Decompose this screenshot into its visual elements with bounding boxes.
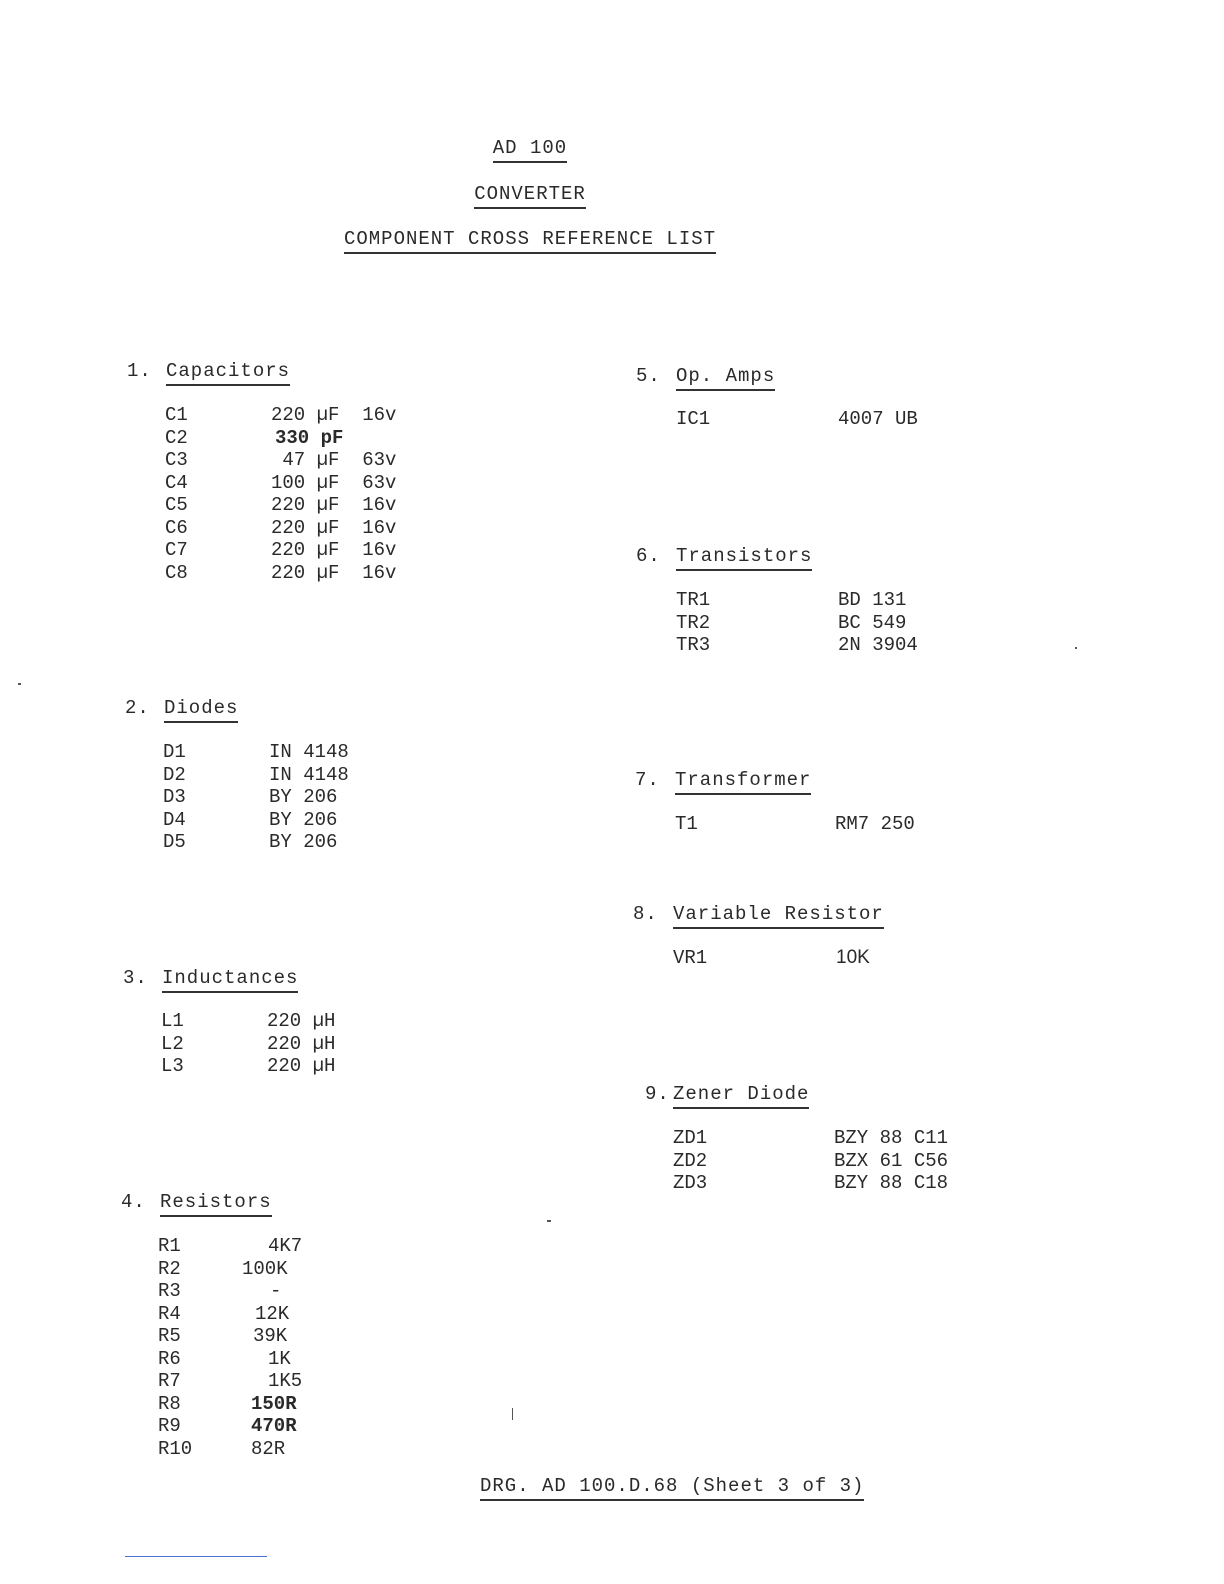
section-number: 7.: [635, 769, 660, 791]
section-number: 4.: [121, 1191, 146, 1213]
component-value: 100K: [242, 1257, 288, 1280]
document-subtitle: [0, 183, 1060, 205]
component-value: 220 µF 16v: [271, 494, 397, 516]
list-item: [165, 427, 465, 450]
component-value: 4007 UB: [838, 408, 918, 430]
ref-designator: R7: [158, 1370, 181, 1392]
component-value: BZY 88 C11: [834, 1127, 949, 1149]
section-title: Inductances: [162, 967, 298, 993]
transformer-list: [675, 813, 975, 836]
list-item: [165, 404, 465, 427]
ref-designator: D5: [163, 831, 186, 853]
ref-designator: C1: [165, 404, 188, 426]
list-item: [158, 1280, 378, 1303]
ref-designator: L3: [161, 1055, 184, 1077]
section-number: 2.: [125, 697, 150, 719]
section-inductances: [123, 967, 298, 989]
component-value: 4K7: [268, 1235, 303, 1257]
ref-designator: C7: [165, 539, 188, 561]
section-title: Zener Diode: [673, 1083, 809, 1109]
inductances-list: [161, 1010, 421, 1078]
component-value: IN 4148: [269, 741, 349, 763]
ref-designator: D2: [163, 763, 186, 786]
ref-designator: TR1: [676, 589, 711, 611]
list-item: [158, 1235, 378, 1258]
variable-resistor-list: [673, 947, 973, 970]
ref-designator: VR1: [673, 947, 708, 969]
section-number: 6.: [636, 545, 661, 567]
section-number: 3.: [123, 967, 148, 989]
resistors-list: [158, 1235, 378, 1460]
component-value: 1K: [268, 1347, 291, 1370]
list-item: [163, 786, 423, 809]
component-value: BD 131: [838, 589, 907, 611]
list-item: [158, 1415, 378, 1438]
component-value: 220 µH: [267, 1055, 336, 1077]
component-value: 470R: [251, 1415, 297, 1437]
scan-artifact-line: [125, 1556, 267, 1557]
scan-speck: [1075, 647, 1077, 649]
section-heading: [633, 903, 884, 925]
list-item: [675, 813, 975, 836]
section-number: 5.: [636, 365, 661, 387]
title-line-list: COMPONENT CROSS REFERENCE LIST: [344, 228, 716, 254]
list-item: [673, 1127, 993, 1150]
list-item: [158, 1348, 378, 1371]
list-item: [161, 1055, 421, 1078]
component-value: 220 µF 16v: [271, 539, 397, 561]
ref-designator: D4: [163, 808, 186, 831]
ref-designator: C3: [165, 449, 188, 471]
list-item: [165, 539, 465, 562]
list-item: [165, 562, 465, 585]
section-heading: [121, 1191, 272, 1213]
op-amps-list: [676, 408, 976, 431]
section-zener-diode: [645, 1083, 809, 1105]
list-item: [158, 1370, 378, 1393]
section-heading: [123, 967, 298, 989]
section-transformer: [635, 769, 811, 791]
ref-designator: TR3: [676, 634, 711, 656]
list-item: [676, 634, 976, 657]
capacitors-list: [165, 404, 465, 584]
title-line-ad100: AD 100: [493, 137, 567, 163]
section-title: Capacitors: [166, 360, 290, 386]
section-title: Transistors: [676, 545, 812, 571]
ref-designator: C6: [165, 516, 188, 539]
section-heading: [636, 365, 775, 387]
scan-speck: [547, 1220, 551, 1222]
list-item: [163, 741, 423, 764]
list-item: [158, 1438, 378, 1461]
component-value: 82R: [251, 1437, 286, 1460]
component-value: BY 206: [269, 831, 338, 853]
section-title: Variable Resistor: [673, 903, 884, 929]
ref-designator: D3: [163, 786, 186, 808]
section-title: Op. Amps: [676, 365, 775, 391]
document-title: [0, 137, 1060, 159]
transistors-list: [676, 589, 976, 657]
component-value: 220 µH: [267, 1032, 336, 1055]
component-value: 2N 3904: [838, 634, 918, 656]
ref-designator: R8: [158, 1392, 181, 1415]
component-value: 100 µF 63v: [271, 471, 397, 494]
list-item: [158, 1258, 378, 1281]
section-heading: [635, 769, 811, 791]
ref-designator: TR2: [676, 611, 711, 634]
list-item: [158, 1325, 378, 1348]
ref-designator: R4: [158, 1302, 181, 1325]
component-value: 150R: [251, 1392, 297, 1415]
section-number: 1.: [127, 360, 152, 382]
component-value: BZX 61 C56: [834, 1149, 949, 1172]
component-value: 39K: [253, 1325, 288, 1347]
ref-designator: R10: [158, 1437, 193, 1460]
section-title: Diodes: [164, 697, 238, 723]
title-line-converter: CONVERTER: [474, 183, 586, 209]
ref-designator: L1: [161, 1010, 184, 1032]
list-item: [676, 589, 976, 612]
list-item: [161, 1010, 421, 1033]
component-value: 47 µF 63v: [271, 449, 397, 471]
component-value: BC 549: [838, 611, 907, 634]
section-title: Resistors: [160, 1191, 272, 1217]
component-value: RM7 250: [835, 813, 915, 835]
section-heading: [125, 697, 238, 719]
drawing-reference-text: DRG. AD 100.D.68 (Sheet 3 of 3): [480, 1475, 864, 1501]
list-item: [158, 1393, 378, 1416]
list-item: [165, 494, 465, 517]
ref-designator: T1: [675, 813, 698, 835]
document-heading: [0, 228, 1060, 250]
section-number: 9.: [645, 1083, 670, 1105]
ref-designator: D1: [163, 741, 186, 763]
list-item: [673, 1172, 993, 1195]
section-number: 8.: [633, 903, 658, 925]
component-value: BY 206: [269, 786, 338, 808]
component-value: 12K: [255, 1302, 290, 1325]
list-item: [158, 1303, 378, 1326]
ref-designator: R3: [158, 1280, 181, 1302]
ref-designator: ZD3: [673, 1172, 708, 1194]
list-item: [165, 449, 465, 472]
ref-designator: C2: [165, 426, 188, 449]
scan-speck: [18, 683, 21, 685]
section-capacitors: [127, 360, 290, 382]
list-item: [165, 472, 465, 495]
ref-designator: IC1: [676, 408, 711, 430]
component-value: 10K: [836, 947, 870, 968]
list-item: [163, 809, 423, 832]
component-value: -: [270, 1280, 282, 1302]
component-value: 330 pF: [275, 426, 344, 449]
section-title: Transformer: [675, 769, 811, 795]
zener-diode-list: [673, 1127, 993, 1195]
ref-designator: R1: [158, 1235, 181, 1257]
section-diodes: [125, 697, 238, 719]
list-item: [673, 1150, 993, 1173]
list-item: [161, 1033, 421, 1056]
component-value: 220 µF 16v: [271, 516, 397, 539]
list-item: [165, 517, 465, 540]
section-transistors: [636, 545, 812, 567]
component-value: BZY 88 C18: [834, 1172, 949, 1194]
component-value: IN 4148: [269, 763, 349, 786]
component-value: BY 206: [269, 808, 338, 831]
scan-speck: [512, 1408, 513, 1420]
list-item: [673, 947, 973, 970]
section-heading: [127, 360, 290, 382]
ref-designator: C5: [165, 494, 188, 516]
ref-designator: R9: [158, 1415, 181, 1437]
ref-designator: R2: [158, 1257, 181, 1280]
ref-designator: C8: [165, 561, 188, 584]
list-item: [163, 831, 423, 854]
list-item: [163, 764, 423, 787]
ref-designator: L2: [161, 1032, 184, 1055]
component-value: 220 µF 16v: [271, 404, 397, 426]
ref-designator: ZD1: [673, 1127, 708, 1149]
ref-designator: ZD2: [673, 1149, 708, 1172]
list-item: [676, 408, 976, 431]
ref-designator: R5: [158, 1325, 181, 1347]
list-item: [676, 612, 976, 635]
diodes-list: [163, 741, 423, 854]
ref-designator: R6: [158, 1347, 181, 1370]
section-variable-resistor: [633, 903, 884, 925]
component-value: 220 µH: [267, 1010, 336, 1032]
component-value: 1K5: [268, 1370, 303, 1392]
ref-designator: C4: [165, 471, 188, 494]
section-heading: [636, 545, 812, 567]
section-heading: [645, 1083, 809, 1105]
drawing-reference: [480, 1475, 864, 1497]
section-resistors: [121, 1191, 272, 1213]
component-value: 220 µF 16v: [271, 561, 397, 584]
section-op-amps: [636, 365, 775, 387]
